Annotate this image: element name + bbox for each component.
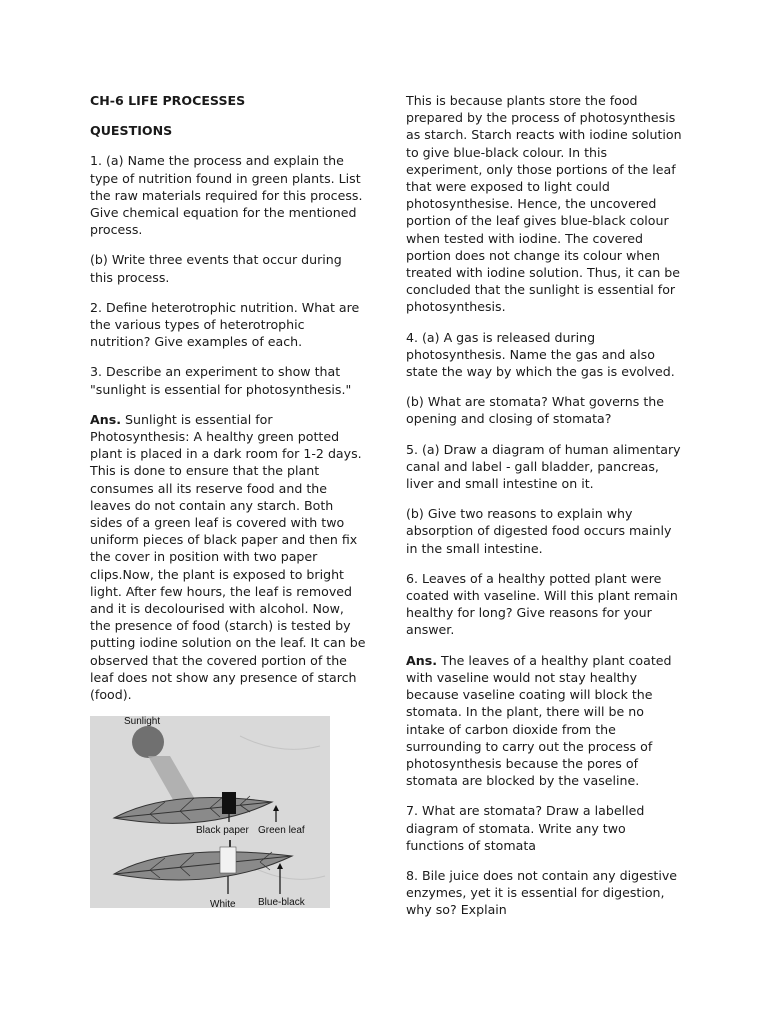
question-7: 7. What are stomata? Draw a labelled diagram of stomata. Write any two functions of stomata bbox=[406, 803, 645, 853]
question-1b: (b) Write three events that occur during this process. bbox=[90, 252, 342, 285]
sun-icon bbox=[132, 726, 164, 758]
question-2: 2. Define heterotrophic nutrition. What are the various types of heterotrophic nutrition? Give examples of each. bbox=[90, 299, 360, 350]
answer-6-text: The leaves of a healthy plant coated with vaseline would not stay healthy because vaseline coating will block the stomata. In the plant, there will be no intake of carbon dioxide from the surrounding to carry out the process of photosynthesis because the pores of stomata are blocked by the vaseline. bbox=[406, 652, 672, 789]
chapter-title: CH-6 LIFE PROCESSES bbox=[90, 93, 246, 108]
answer-6 bbox=[406, 652, 682, 790]
question-4b: (b) What are stomata? What governs the opening and closing of stomata? bbox=[406, 394, 664, 427]
white-label: White bbox=[210, 899, 236, 909]
question-5b: (b) Give two reasons to explain why absorption of digested food occurs mainly in the small intestine. bbox=[406, 506, 672, 556]
question-5a: 5. (a) Draw a diagram of human alimentary canal and label - gall bladder, pancreas, liver and small intestine on it. bbox=[406, 441, 681, 492]
bottom-leaf-icon bbox=[114, 847, 292, 880]
green-leaf-label: Green leaf bbox=[258, 825, 305, 837]
left-column bbox=[90, 92, 368, 908]
question-8: 8. Bile juice does not contain any digestive enzymes, yet it is essential for digestion, why so? Explain bbox=[406, 867, 678, 918]
question-4a: 4. (a) A gas is released during photosynthesis. Name the gas and also state the way by which the gas is evolved. bbox=[406, 329, 675, 380]
black-paper-strip bbox=[222, 792, 236, 814]
answer-3-text: Sunlight is essential for Photosynthesis: A healthy green potted plant is placed in a dark room for 1-2 days. This is done to ensure that the plant consumes all its reserve food and the leaves do not contain any starch. Both sides of a green leaf is covered with two uniform pieces of black paper and then fix the cover in position with two paper clips.Now, the plant is exposed to bright light. After few hours, the leaf is removed and it is decolourised with alcohol. Now, the presence of food (starch) is tested by putting iodine solution on the leaf. It can be observed that the covered portion of the leaf does not show any presence of starch (food). bbox=[90, 411, 366, 703]
answer-label: Ans. bbox=[90, 411, 121, 427]
answer-3-continued: This is because plants store the food prepared by the process of photosynthesis as starch. Starch reacts with iodine solution to give blue-black colour. In this experiment, only those portions of the leaf that were exposed to light could photosynthesise. Hence, the uncovered portion of the leaf gives blue-black colour when tested with iodine. The covered portion does not change its colour when treated with iodine solution. Thus, it can be concluded that the sunlight is essential for photosynthesis. bbox=[406, 93, 682, 315]
black-paper-label: Black paper bbox=[196, 825, 249, 837]
sunlight-label: Sunlight bbox=[124, 716, 161, 728]
white-strip bbox=[220, 847, 236, 873]
questions-heading: QUESTIONS bbox=[90, 123, 173, 139]
question-1a: 1. (a) Name the process and explain the type of nutrition found in green plants. List the raw materials required for this process. Give chemical equation for the mentioned process. bbox=[90, 153, 363, 238]
leaf-diagram bbox=[90, 716, 330, 908]
question-3: 3. Describe an experiment to show that "sunlight is essential for photosynthesis." bbox=[90, 364, 352, 397]
blue-black-label: Blue-black bbox=[258, 897, 305, 909]
answer-3 bbox=[90, 411, 368, 703]
question-6: 6. Leaves of a healthy potted plant were coated with vaseline. Will this plant remain healthy for long? Give reasons for your answer. bbox=[406, 570, 678, 638]
answer-label: Ans. bbox=[406, 652, 437, 668]
right-column bbox=[406, 92, 682, 932]
leaf-experiment-figure bbox=[90, 716, 330, 908]
